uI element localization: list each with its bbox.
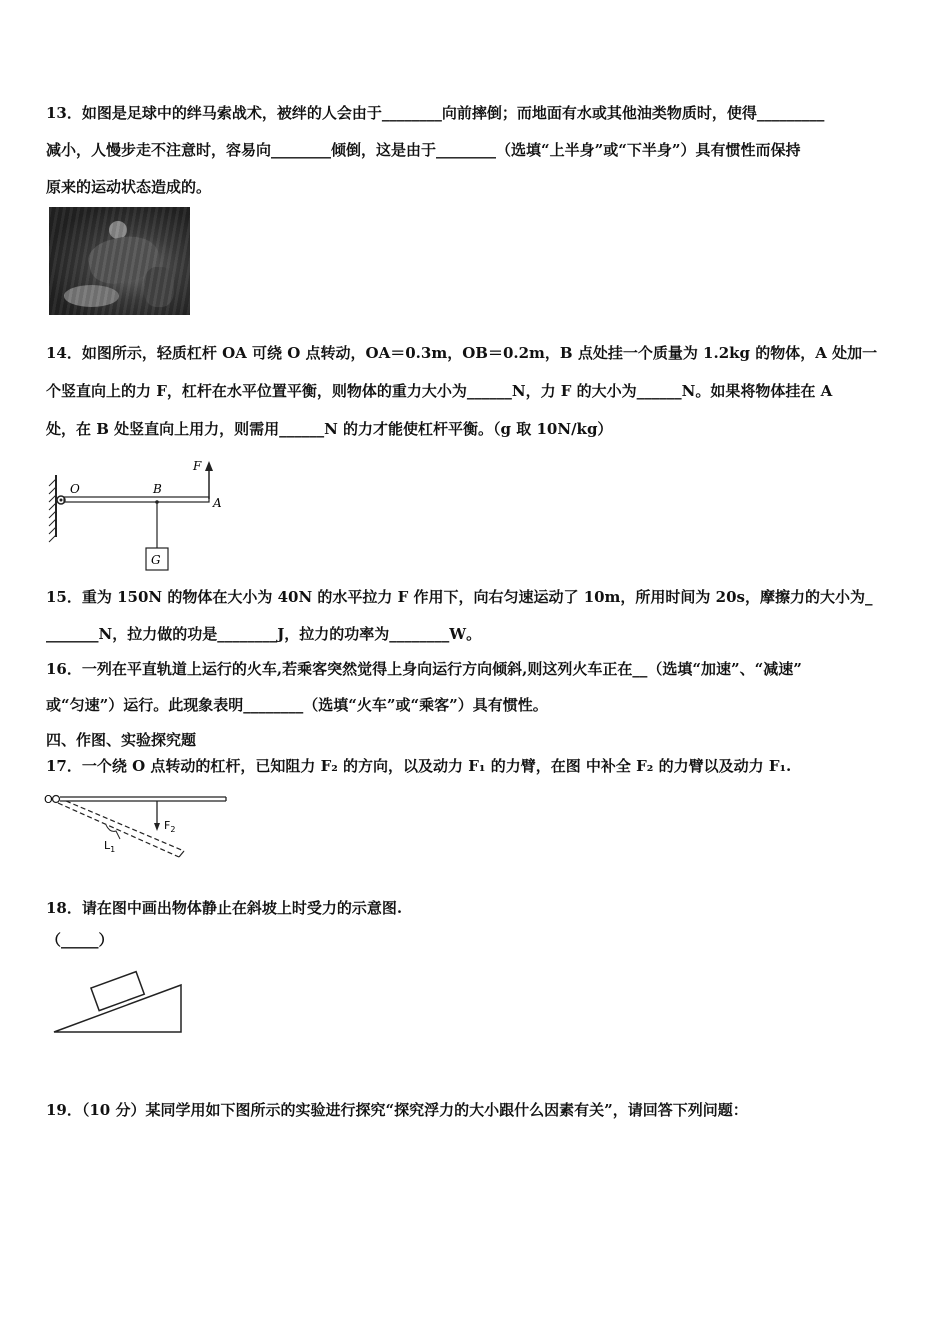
q14-line-1: 14．如图所示，轻质杠杆 OA 可绕 O 点转动，OA＝0.3m，OB＝0.2m，B 点处挂一个质量为 1.2kg 的物体，A 处加一 xyxy=(46,344,878,362)
q16-line-1: 16．一列在平直轨道上运行的火车,若乘客突然觉得上身向运行方向倾斜,则这列火车正在__（选填“加速”、“减速” xyxy=(46,660,802,678)
pivot-o xyxy=(53,796,60,803)
q14-line-3: 处，在 B 处竖直向上用力，则需用______N 的力才能使杠杆平衡。（g 取 10N/kg） xyxy=(46,420,613,438)
q13-line-2: 减小，人慢步走不注意时，容易向________倾倒，这是由于________（选填“上半身”或“下半身”）具有惯性而保持 xyxy=(46,141,801,159)
l1-dashed-a xyxy=(58,803,179,857)
lever-f2-diagram xyxy=(44,787,234,867)
q13-line-1: 13．如图是足球中的绊马索战术，被绊的人会由于________向前摔倒；而地面有水或其他油类物质时，使得_________ xyxy=(46,104,825,122)
label-f2: $F_2$ xyxy=(164,819,176,834)
q14-line-2: 个竖直向上的力 F，杠杆在水平位置平衡，则物体的重力大小为______N，力 F 的大小为______N。如果将物体挂在 A xyxy=(46,382,833,400)
section-heading: 四、作图、实验探究题 xyxy=(46,731,197,749)
lever-bar xyxy=(64,497,209,502)
label-o: O xyxy=(70,482,80,496)
label-g: G xyxy=(151,553,161,567)
block-on-slope xyxy=(91,972,144,1011)
label-o: O xyxy=(44,793,53,806)
football-tackle-photo xyxy=(49,207,190,315)
q18-line-1: 18．请在图中画出物体静止在斜坡上时受力的示意图. xyxy=(46,899,403,917)
q15-line-2: _______N，拉力做的功是________J，拉力的功率为________W。 xyxy=(46,625,482,643)
label-f: F xyxy=(193,459,202,473)
lever-oa-diagram xyxy=(40,455,240,580)
q19-line-1: 19．（10 分）某同学用如下图所示的实验进行探究“探究浮力的大小跟什么因素有关”，请回答下列问题： xyxy=(46,1101,748,1119)
q17-line-1: 17．一个绕 O 点转动的杠杆，已知阻力 F₂ 的方向，以及动力 F₁ 的力臂，在图 中补全 F₂ 的力臂以及动力 F₁. xyxy=(46,757,792,775)
q13-line-3: 原来的运动状态造成的。 xyxy=(46,178,212,196)
incline-block-diagram xyxy=(48,968,188,1040)
label-a: A xyxy=(213,496,222,510)
wall-hatch xyxy=(49,479,56,542)
q16-line-2: 或“匀速”）运行。此现象表明________（选填“火车”或“乘客”）具有惯性。 xyxy=(46,696,548,714)
label-b: B xyxy=(153,482,162,496)
label-l1: $L_1$ xyxy=(104,839,116,854)
q15-line-1: 15．重为 150N 的物体在大小为 40N 的水平拉力 F 作用下，向右匀速运动了 10m，所用时间为 20s，摩擦力的大小为_ xyxy=(46,588,873,606)
q18-answer-blank: （_____） xyxy=(46,931,114,949)
